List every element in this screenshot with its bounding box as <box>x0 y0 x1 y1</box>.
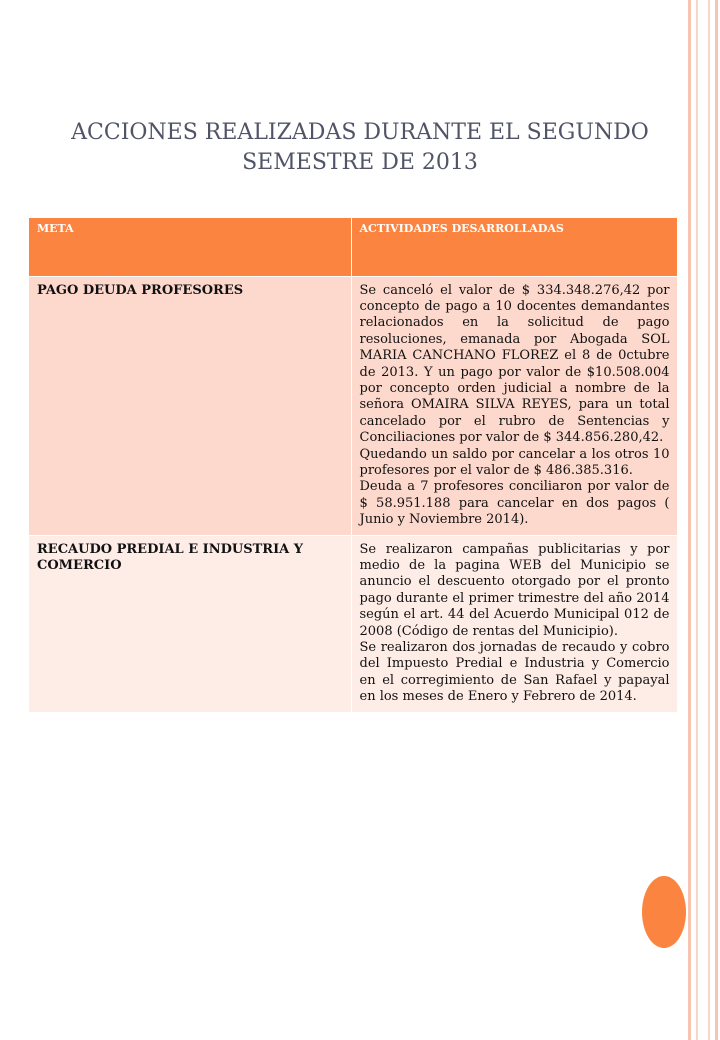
activities-cell <box>351 535 677 712</box>
meta-cell: PAGO DEUDA PROFESORES <box>29 276 351 535</box>
table-row <box>29 276 677 535</box>
activity-paragraph: Deuda a 7 profesores conciliaron por valor de $ 58.951.188 para cancelar en dos pagos ( Junio y Noviembre 2014). <box>359 479 670 528</box>
meta-cell: RECAUDO PREDIAL E INDUSTRIA Y COMERCIO <box>29 535 351 712</box>
right-border-inner-line <box>696 0 710 1040</box>
header-actividades: ACTIVIDADES DESARROLLADAS <box>351 218 677 276</box>
actions-table <box>29 218 678 712</box>
activity-paragraph: Se canceló el valor de $ 334.348.276,42 por concepto de pago a 10 docentes demandantes relacionados en la solicitud de pago resoluciones, emanada por Abogada SOL MARIA CANCHANO FLOREZ el 8 de 0ctubre de 2013. Y un pago por valor de $10.508.004 por concepto orden judicial a nombre de la señora OMAIRA SILVA REYES, para un total cancelado por el rubro de Sentencias y Conciliaciones por valor de $ 344.856.280,42. <box>359 282 670 446</box>
orange-oval-decoration <box>642 876 686 948</box>
activity-paragraph: Se realizaron campañas publicitarias y por medio de la pagina WEB del Municipio se anuncio el descuento otorgado por el pronto pago durante el primer trimestre del año 2014 según el art. 44 del Acuerdo Municipal 012 de 2008 (Código de rentas del Municipio). <box>359 541 670 639</box>
page-title: ACCIONES REALIZADAS DURANTE EL SEGUNDO SEMESTRE DE 2013 <box>71 120 649 175</box>
activities-cell <box>351 276 677 535</box>
table-row <box>29 535 677 712</box>
table-header-row <box>29 218 677 276</box>
header-meta: META <box>29 218 351 276</box>
activity-paragraph: Se realizaron dos jornadas de recaudo y cobro del Impuesto Predial e Industria y Comercio en el corregimiento de San Rafael y papayal en los meses de Enero y Febrero de 2014. <box>359 640 670 705</box>
activity-paragraph: Quedando un saldo por cancelar a los otros 10 profesores por el valor de $ 486.385.316. <box>359 446 670 478</box>
